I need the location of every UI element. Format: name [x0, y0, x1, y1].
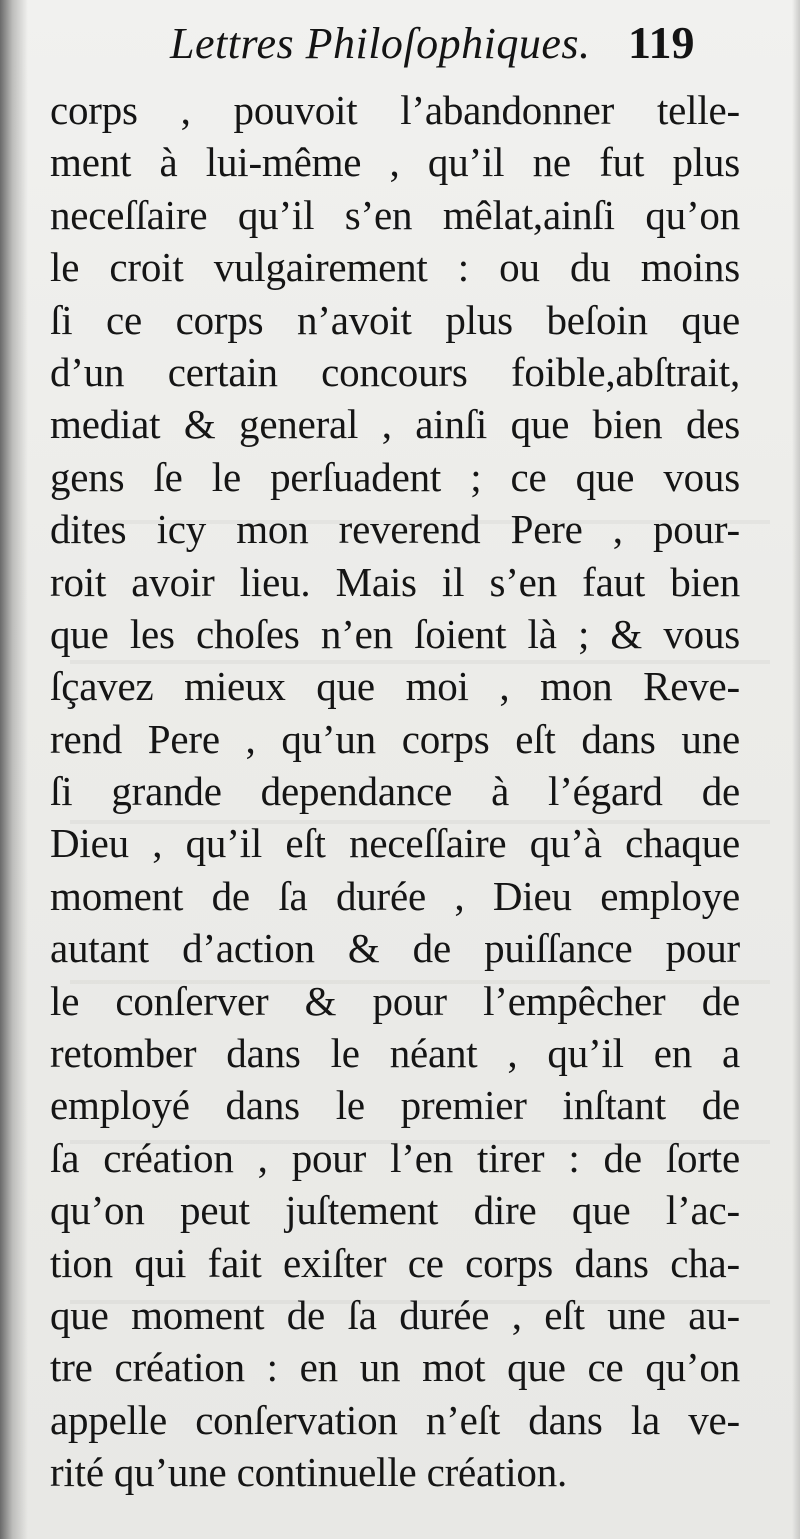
text-line: d’un certain concours foible,abſtrait,: [50, 348, 740, 395]
text-line: roit avoir lieu. Mais il s’en faut bien: [50, 558, 740, 605]
text-line: appelle conſervation n’eſt dans la ve-: [50, 1396, 740, 1443]
text-line: mediat & general , ainſi que bien des: [50, 401, 740, 448]
running-header: [0, 12, 800, 82]
text-line: moment de ſa durée , Dieu employe: [50, 872, 740, 919]
text-line: neceſſaire qu’il s’en mêlat,ainſi qu’on: [50, 191, 740, 238]
text-line: employé dans le premier inſtant de: [50, 1082, 740, 1129]
text-line: retomber dans le néant , qu’il en a: [50, 1030, 740, 1077]
page-number: 119: [628, 17, 695, 68]
text-line: ſi ce corps n’avoit plus beſoin que: [50, 296, 740, 343]
text-line: corps , pouvoit l’abandonner telle-: [50, 87, 740, 133]
text-line: Dieu , qu’il eſt neceſſaire qu’à chaque: [50, 820, 740, 867]
text-line: ſi grande dependance à l’égard de: [50, 768, 740, 815]
body-text: [50, 84, 740, 1499]
text-line: ſçavez mieux que moi , mon Reve-: [50, 663, 740, 710]
text-line: qu’on peut juſtement dire que l’ac-: [50, 1187, 740, 1234]
running-title: Lettres Philoſophiques.: [170, 19, 591, 68]
text-line: gens ſe le perſuadent ; ce que vous: [50, 453, 740, 500]
text-line: le conſerver & pour l’empêcher de: [50, 977, 740, 1024]
text-line: ment à lui-même , qu’il ne fut plus: [50, 139, 740, 186]
text-line: autant d’action & de puiſſance pour: [50, 925, 740, 972]
text-line: rité qu’une continuelle création.: [50, 1449, 568, 1496]
text-line: que les choſes n’en ſoient là ; & vous: [50, 610, 740, 657]
text-line: rend Pere , qu’un corps eſt dans une: [50, 715, 740, 762]
text-line: ſa création , pour l’en tirer : de ſorte: [50, 1134, 740, 1181]
text-line: tre création : en un mot que ce qu’on: [50, 1344, 740, 1391]
text-line: que moment de ſa durée , eſt une au-: [50, 1291, 740, 1338]
text-line: dites icy mon reverend Pere , pour-: [50, 506, 740, 553]
gutter-shadow: [0, 0, 28, 1539]
text-line: tion qui fait exiſter ce corps dans cha-: [50, 1239, 740, 1286]
text-line: le croit vulgairement : ou du moins: [50, 244, 740, 291]
edge-shadow: [792, 0, 800, 1539]
